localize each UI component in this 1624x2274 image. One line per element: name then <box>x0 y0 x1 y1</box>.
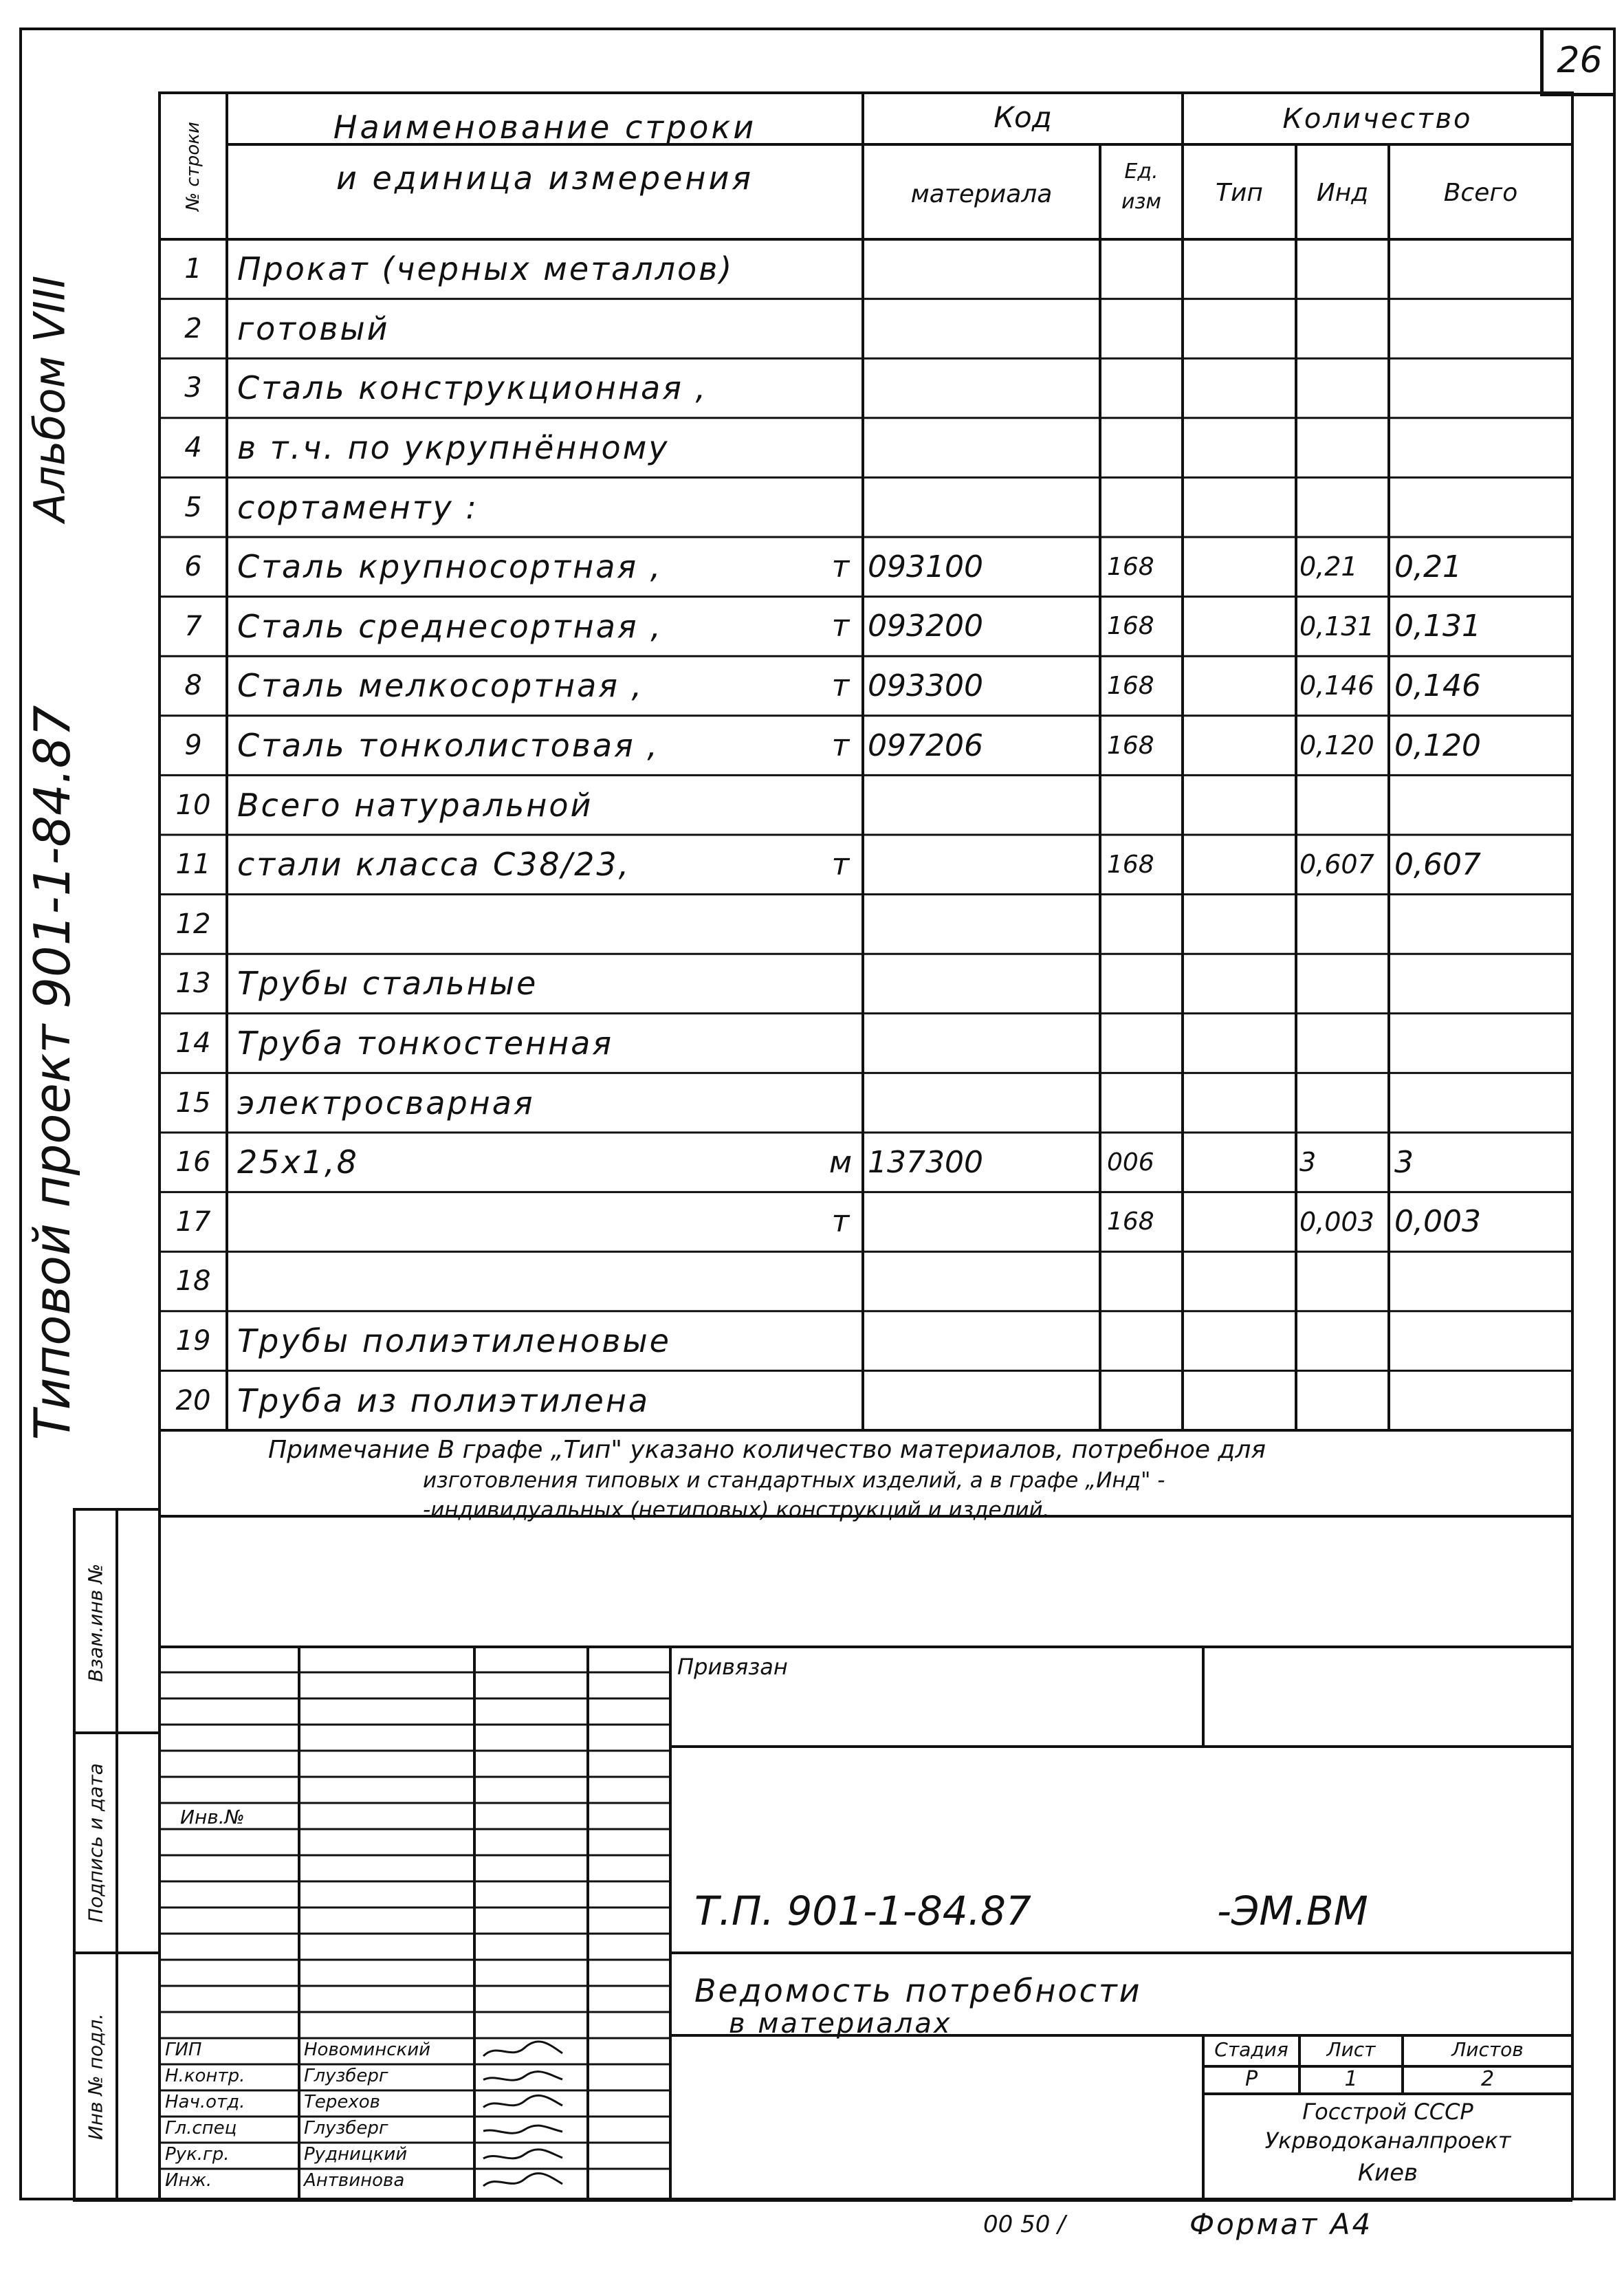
row-2-n: 2 <box>184 312 202 345</box>
row-11-ed: 168 <box>1107 850 1154 879</box>
row-19-name: Трубы полиэтиленовые <box>237 1322 671 1360</box>
signer-role: Н.контр. <box>165 2066 245 2086</box>
page-number: 26 <box>1557 40 1603 81</box>
row-7-name: Сталь среднесортная , <box>237 607 663 645</box>
signer-name: Глузберг <box>304 2066 388 2086</box>
header-unit-line1: Ед. <box>1124 160 1159 184</box>
row-17-n: 17 <box>175 1205 211 1238</box>
signer-name: Терехов <box>304 2092 380 2112</box>
organization-line2: Укрводоканалпроект <box>1264 2128 1511 2154</box>
row-10-n: 10 <box>175 789 211 821</box>
row-9-total: 0,120 <box>1394 728 1481 763</box>
row-15-name: электросварная <box>237 1084 535 1122</box>
row-12-n: 12 <box>175 908 211 940</box>
header-typ: Тип <box>1216 179 1263 207</box>
row-14-n: 14 <box>175 1027 211 1060</box>
row-1-name: Прокат (черных металлов) <box>237 250 734 288</box>
row-11-name: стали класса С38/23, <box>237 846 631 884</box>
header-name-line1: Наименование строки <box>333 109 757 146</box>
signer-name: Новоминский <box>304 2040 430 2060</box>
sheet-label: Лист <box>1326 2038 1376 2061</box>
row-16-code: 137300 <box>868 1144 983 1180</box>
signature-mark <box>480 2092 583 2115</box>
row-16-unit: м <box>829 1144 853 1180</box>
row-2-name: готовый <box>237 309 390 347</box>
project-label: Типовой проект 901-1-84.87 <box>23 705 81 1441</box>
header-unit-line2: изм <box>1121 190 1162 214</box>
strip-label-vzam: Взам.инв № <box>84 1563 107 1683</box>
row-9-ind: 0,120 <box>1299 730 1374 761</box>
row-1-n: 1 <box>184 253 202 285</box>
row-18-n: 18 <box>175 1265 211 1298</box>
row-8-total: 0,146 <box>1394 668 1481 703</box>
note-line-2: изготовления типовых и стандартных изделий, а в графе „Инд" - <box>423 1468 1165 1493</box>
row-20-name: Труба из полиэтилена <box>237 1381 650 1419</box>
row-6-ind: 0,21 <box>1299 551 1358 582</box>
row-16-ind: 3 <box>1299 1147 1317 1178</box>
row-8-ed: 168 <box>1107 671 1154 700</box>
row-7-n: 7 <box>184 610 202 642</box>
header-quantity: Количество <box>1282 103 1473 135</box>
signature-mark <box>480 2144 583 2167</box>
signature-mark <box>480 2170 583 2194</box>
row-6-ed: 168 <box>1107 552 1154 581</box>
footer-code: 00 50 / <box>983 2211 1066 2238</box>
row-5-n: 5 <box>184 491 202 523</box>
row-10-name: Всего натуральной <box>237 786 593 824</box>
row-7-code: 093200 <box>868 609 983 644</box>
inv-number-label: Инв.№ <box>180 1806 245 1828</box>
note-line-3: -индивидуальных (нетиповых) конструкций и изделий. <box>423 1498 1050 1522</box>
document-title-line1: Ведомость потребности <box>694 1972 1142 2009</box>
row-4-name: в т.ч. по укрупнённому <box>237 429 670 467</box>
row-6-name: Сталь крупносортная , <box>237 548 663 586</box>
signer-name: Глузберг <box>304 2118 388 2139</box>
row-5-name: сортаменту : <box>237 488 479 526</box>
strip-label-inv: Инв № подл. <box>84 2013 107 2141</box>
sheets-value: 2 <box>1480 2067 1495 2091</box>
row-6-code: 093100 <box>868 549 983 584</box>
footer-format: Формат А4 <box>1189 2207 1373 2241</box>
row-16-n: 16 <box>175 1146 211 1179</box>
sheets-label: Листов <box>1451 2038 1524 2061</box>
signer-name: Антвинова <box>304 2170 405 2191</box>
row-9-code: 097206 <box>868 728 983 763</box>
row-9-n: 9 <box>184 730 202 762</box>
row-9-ed: 168 <box>1107 731 1154 760</box>
row-16-total: 3 <box>1394 1144 1414 1180</box>
organization-city: Киев <box>1357 2159 1418 2187</box>
row-8-unit: т <box>831 668 850 703</box>
signer-role: Инж. <box>165 2170 212 2191</box>
row-15-n: 15 <box>175 1086 211 1119</box>
document-title-line2: в материалах <box>729 2008 952 2040</box>
row-11-ind: 0,607 <box>1299 849 1374 880</box>
privyazan-label: Привязан <box>677 1654 788 1680</box>
note-line-1: Примечание В графе „Тип" указано количество материалов, потребное для <box>268 1436 1266 1464</box>
row-6-total: 0,21 <box>1394 549 1462 584</box>
header-code: Код <box>994 100 1052 134</box>
row-19-n: 19 <box>175 1325 211 1357</box>
signature-mark <box>480 2066 583 2089</box>
row-11-n: 11 <box>175 849 211 881</box>
row-17-unit: т <box>831 1204 850 1240</box>
row-3-n: 3 <box>184 372 202 404</box>
row-20-n: 20 <box>175 1384 211 1417</box>
row-7-unit: т <box>831 609 850 644</box>
organization-line1: Госстрой СССР <box>1302 2099 1473 2125</box>
header-ind: Инд <box>1316 179 1369 207</box>
header-material: материала <box>910 180 1053 208</box>
row-9-unit: т <box>831 728 850 763</box>
row-7-total: 0,131 <box>1394 609 1481 644</box>
signer-name: Рудницкий <box>304 2144 408 2165</box>
album-label: Альбом VIII <box>24 275 75 523</box>
sheet-value: 1 <box>1344 2067 1358 2091</box>
signer-role: ГИП <box>165 2040 202 2060</box>
document-code: Т.П. 901-1-84.87 <box>694 1888 1031 1934</box>
header-row-number: № строки <box>183 122 204 211</box>
signature-mark <box>480 2040 583 2063</box>
row-6-n: 6 <box>184 551 202 583</box>
row-11-unit: т <box>831 846 850 882</box>
row-9-name: Сталь тонколистовая , <box>237 727 659 765</box>
row-17-ed: 168 <box>1107 1207 1154 1236</box>
row-8-name: Сталь мелкосортная , <box>237 667 644 705</box>
row-8-code: 093300 <box>868 668 983 703</box>
row-4-n: 4 <box>184 432 202 464</box>
stage-value: Р <box>1244 2067 1258 2091</box>
signer-role: Гл.спец <box>165 2118 237 2139</box>
row-13-n: 13 <box>175 967 211 1000</box>
signer-role: Рук.гр. <box>165 2144 230 2165</box>
signer-role: Нач.отд. <box>165 2092 245 2112</box>
header-name-line2: и единица измерения <box>336 160 754 197</box>
row-11-total: 0,607 <box>1394 846 1481 882</box>
row-16-ed: 006 <box>1107 1148 1154 1177</box>
stage-label: Стадия <box>1214 2038 1288 2061</box>
row-3-name: Сталь конструкционная , <box>237 369 708 407</box>
row-13-name: Трубы стальные <box>237 965 538 1003</box>
signature-mark <box>480 2118 583 2141</box>
row-16-name: 25х1,8 <box>237 1144 359 1181</box>
row-8-n: 8 <box>184 670 202 702</box>
header-total: Всего <box>1443 179 1518 207</box>
row-17-total: 0,003 <box>1394 1204 1481 1240</box>
row-7-ed: 168 <box>1107 612 1154 641</box>
row-7-ind: 0,131 <box>1299 611 1374 642</box>
row-14-name: Труба тонкостенная <box>237 1025 614 1062</box>
row-8-ind: 0,146 <box>1299 670 1374 701</box>
row-6-unit: т <box>831 549 850 584</box>
document-suffix: -ЭМ.ВМ <box>1217 1888 1368 1934</box>
strip-label-podp: Подпись и дата <box>84 1763 107 1923</box>
row-17-ind: 0,003 <box>1299 1206 1374 1237</box>
